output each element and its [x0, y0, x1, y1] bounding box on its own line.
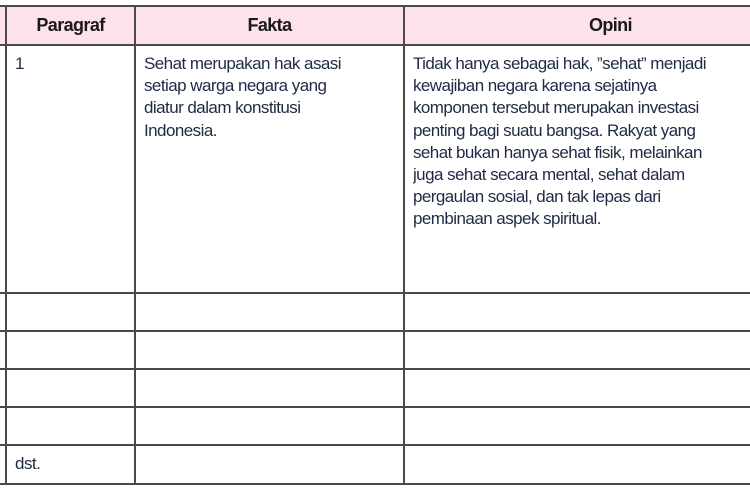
opini-text: [405, 446, 750, 459]
fakta-line: setiap warga negara yang: [143, 76, 327, 96]
paragraf-number: 1: [15, 54, 24, 73]
opini-text: [405, 408, 750, 421]
opini-cell: [404, 293, 750, 331]
fakta-text: [136, 370, 403, 383]
opini-line: sehat bukan hanya sehat fisik, melainkan: [412, 142, 702, 162]
paragraf-number: [7, 294, 134, 307]
fakta-cell: [135, 369, 404, 407]
opini-text: [405, 294, 750, 307]
opini-line: penting bagi suatu bangsa. Rakyat yang: [412, 120, 696, 140]
fakta-text: [136, 446, 403, 459]
opini-cell: [404, 331, 750, 369]
paragraf-cell: [6, 45, 135, 293]
fakta-line: Sehat merupakan hak asasi: [143, 54, 341, 73]
paragraf-number: [7, 408, 134, 421]
fakta-cell: [135, 331, 404, 369]
header-fakta: Fakta: [135, 6, 404, 45]
table-row: [0, 331, 750, 369]
paragraf-cell: [6, 369, 135, 407]
opini-cell: [404, 369, 750, 407]
fact-opinion-table: [0, 5, 750, 485]
opini-line: pembinaan aspek spiritual.: [412, 209, 601, 229]
fakta-line: diatur dalam konstitusi: [143, 98, 301, 118]
table-row: [0, 445, 750, 484]
fakta-text: [136, 46, 403, 148]
header-paragraf: Paragraf: [6, 6, 135, 45]
fakta-text: [136, 408, 403, 421]
paragraf-cell: [6, 331, 135, 369]
header-opini: Opini: [404, 6, 750, 45]
opini-cell: [404, 407, 750, 445]
opini-text: [405, 46, 750, 237]
opini-cell: [404, 445, 750, 484]
fakta-cell: [135, 407, 404, 445]
fakta-cell: [135, 445, 404, 484]
opini-text: [405, 332, 750, 345]
opini-line: kewajiban negara karena sejatinya: [412, 76, 657, 96]
opini-line: Tidak hanya sebagai hak, ”sehat” menjadi: [412, 54, 706, 73]
opini-line: komponen tersebut merupakan investasi: [412, 98, 699, 118]
paragraf-cell: [6, 407, 135, 445]
fakta-cell: [135, 293, 404, 331]
opini-text: [405, 370, 750, 383]
table-row: [0, 407, 750, 445]
paragraf-cell: [6, 445, 135, 484]
table-header-row: [0, 6, 750, 45]
fakta-cell: [135, 45, 404, 293]
table-row: [0, 45, 750, 293]
fakta-text: [136, 332, 403, 345]
table-row: [0, 293, 750, 331]
paragraf-number: [7, 332, 134, 345]
opini-cell: [404, 45, 750, 293]
fakta-line: Indonesia.: [143, 120, 217, 140]
opini-line: juga sehat secara mental, sehat dalam: [412, 165, 685, 185]
fakta-text: [136, 294, 403, 307]
paragraf-cell: [6, 293, 135, 331]
opini-line: pergaulan sosial, dan tak lepas dari: [412, 187, 661, 207]
paragraf-number: [7, 370, 134, 383]
table-row: [0, 369, 750, 407]
paragraf-etc-label: dst.: [15, 454, 41, 473]
